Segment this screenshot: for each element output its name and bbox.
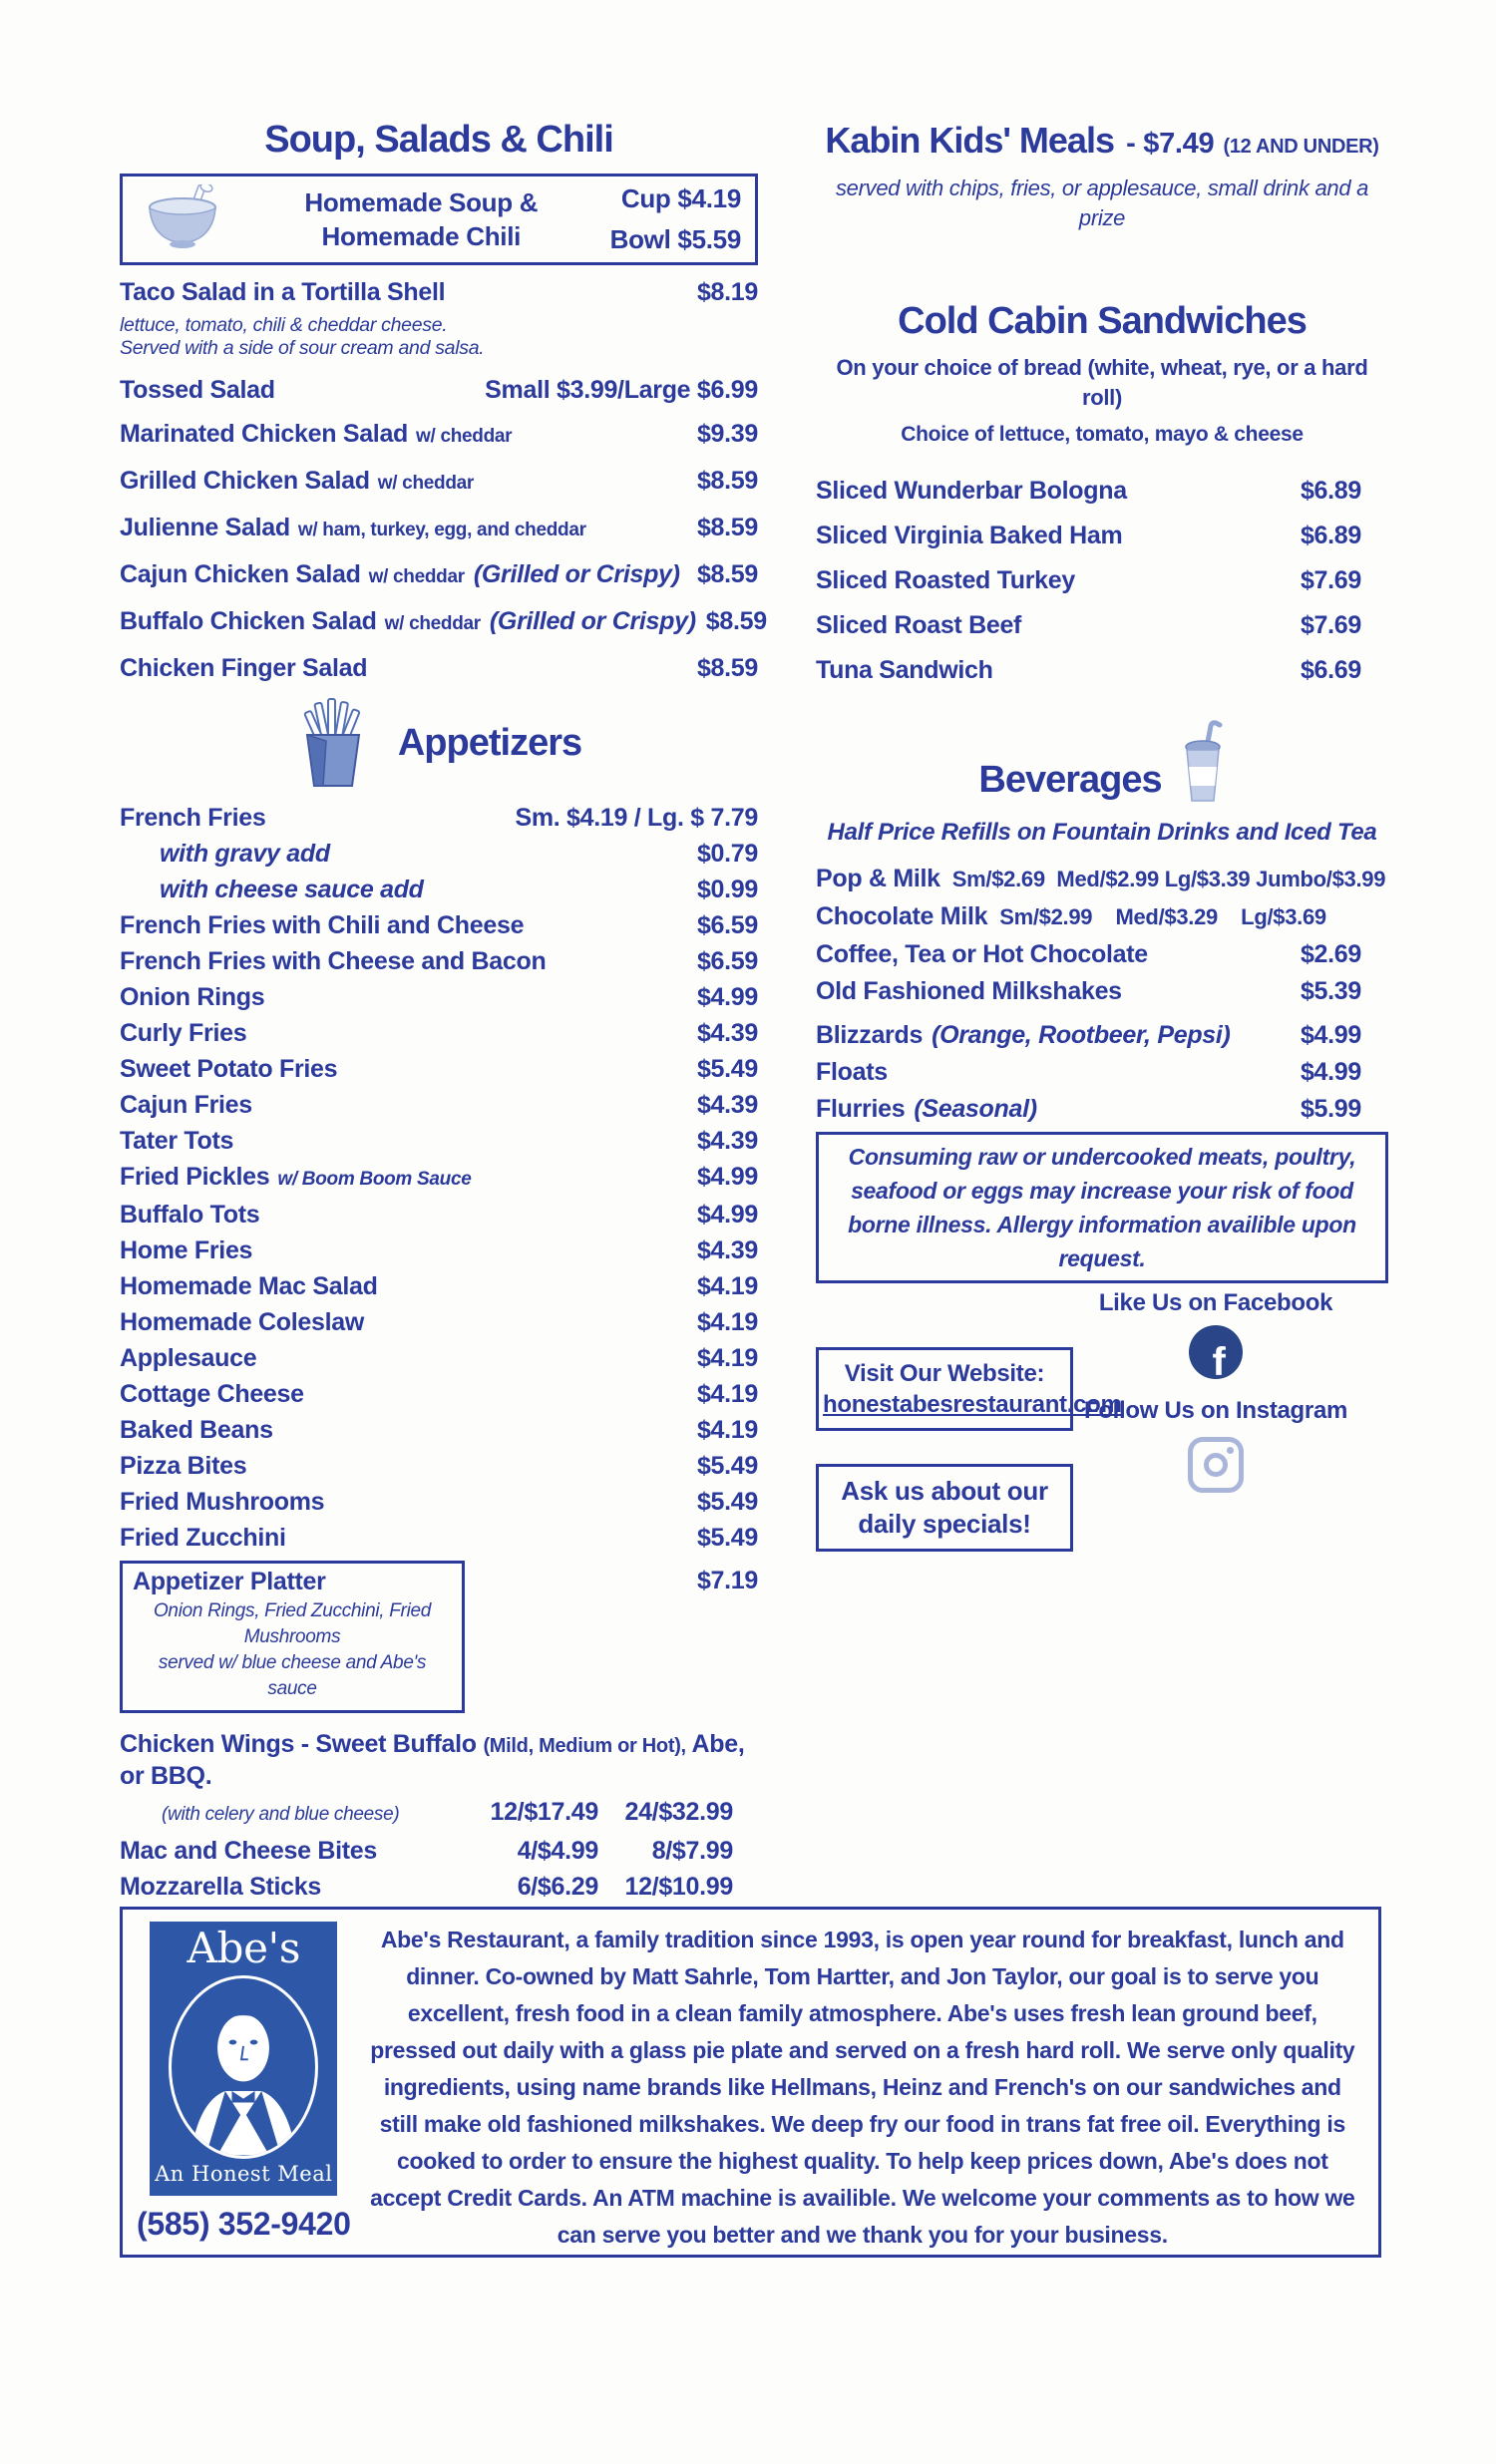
soup-line: Homemade Soup &	[304, 187, 539, 217]
item-name: Mac and Cheese Bites	[120, 1837, 377, 1865]
contact-social-area	[816, 1289, 1388, 1552]
menu-item-row	[816, 656, 1388, 684]
item-price: $4.39	[696, 1019, 758, 1047]
item-price: 24/$32.99	[624, 1798, 733, 1826]
item-name: Sweet Potato Fries	[120, 1055, 338, 1083]
item-name: Served with a side of sour cream and salsa.	[120, 337, 485, 359]
soup-box-text	[232, 185, 610, 253]
menu-item-row	[120, 313, 758, 338]
allergy-disclaimer-box: Consuming raw or undercooked meats, poultry, seafood or eggs may increase your risk of food borne illness. Allergy information availible upon request.	[816, 1132, 1388, 1283]
item-price: $6.59	[696, 947, 758, 975]
item-name: Coffee, Tea or Hot Chocolate	[816, 940, 1148, 968]
menu-item-row	[816, 477, 1388, 505]
menu-item-row	[120, 513, 758, 545]
item-name: Sliced Wunderbar Bologna	[816, 477, 1127, 505]
item-price: $5.39	[1300, 977, 1361, 1005]
menu-item-row	[120, 1453, 758, 1480]
item-name: Fried Mushrooms	[120, 1488, 325, 1516]
specials-line1: Ask us about our	[841, 1476, 1048, 1506]
item-note: (Orange, Rootbeer, Pepsi)	[932, 1021, 1231, 1049]
frozen-treats-rows	[816, 1020, 1388, 1124]
daily-specials-box	[816, 1464, 1073, 1552]
drink-cup-icon	[1180, 720, 1226, 804]
menu-item-row	[120, 1128, 758, 1155]
menu-item-row	[120, 1309, 758, 1336]
item-price: 12/$10.99	[624, 1873, 733, 1901]
item-price: $0.99	[696, 876, 758, 903]
fries-icon	[296, 697, 370, 789]
cup-price: Cup $4.19	[620, 183, 741, 213]
item-name: Onion Rings	[120, 983, 265, 1011]
menu-item-row	[816, 611, 1388, 639]
item-name: French Fries with Chili and Cheese	[120, 911, 525, 939]
item-name: Homemade Coleslaw	[120, 1308, 364, 1336]
item-name: Tossed Salad	[120, 376, 275, 404]
menu-item-row	[120, 1381, 758, 1408]
menu-item-row	[120, 466, 758, 499]
item-size-prices: Sm/$2.99 Med/$3.29 Lg/$3.69	[999, 904, 1326, 929]
item-name: Tuna Sandwich	[816, 656, 993, 684]
appetizers-list	[120, 805, 758, 1552]
item-note: (Grilled or Crispy)	[489, 607, 696, 635]
item-price: 6/$6.29	[517, 1873, 598, 1901]
item-name: Old Fashioned Milkshakes	[816, 977, 1122, 1005]
instagram-label: Follow Us on Instagram	[1083, 1397, 1348, 1424]
item-price: $7.69	[1300, 611, 1361, 639]
item-name: Homemade Mac Salad	[120, 1272, 378, 1300]
item-name: Flurries	[816, 1095, 906, 1123]
item-price: $4.39	[696, 1236, 758, 1264]
wings-options: (Mild, Medium or Hot),	[483, 1735, 686, 1757]
item-name: French Fries	[120, 804, 266, 832]
item-price: $4.39	[696, 1127, 758, 1155]
menu-item-row	[120, 336, 758, 361]
item-price: $8.59	[696, 514, 758, 541]
menu-item-row	[816, 864, 1388, 894]
item-price: $8.59	[705, 607, 767, 635]
item-name: lettuce, tomato, chili & cheddar cheese.	[120, 314, 448, 336]
menu-item-row	[120, 877, 758, 903]
menu-item-row	[120, 1417, 758, 1444]
lincoln-portrait-icon	[169, 1975, 318, 2159]
item-price: Small $3.99/Large $6.99	[485, 376, 758, 404]
menu-item-row	[120, 1092, 758, 1119]
item-name: Baked Beans	[120, 1416, 273, 1444]
item-price: $8.59	[696, 560, 758, 588]
logo-wordmark: Abe's	[187, 1924, 301, 1972]
item-price: $5.49	[696, 1524, 758, 1552]
item-name: Buffalo Tots	[120, 1201, 260, 1229]
item-name: Pizza Bites	[120, 1452, 247, 1480]
item-name: Mozzarella Sticks	[120, 1873, 321, 1901]
item-subtext: w/ cheddar	[384, 613, 481, 634]
platter-desc-line2: served w/ blue cheese and Abe's sauce	[158, 1652, 427, 1699]
menu-item-row	[120, 1164, 758, 1193]
menu-item-row	[120, 375, 758, 405]
appetizers-title: Appetizers	[397, 722, 582, 764]
refills-note: Half Price Refills on Fountain Drinks and Iced Tea	[827, 819, 1377, 846]
item-price: $4.19	[696, 1416, 758, 1444]
kids-meals-subtitle: served with chips, fries, or applesauce, small drink and a prize	[835, 176, 1369, 230]
about-footer	[120, 1907, 1381, 2258]
facebook-f-glyph: f	[1212, 1340, 1226, 1384]
item-price: $5.99	[1300, 1095, 1361, 1123]
instagram-dot	[1227, 1447, 1234, 1454]
item-name: Appetizer Platter	[133, 1568, 326, 1595]
menu-item-row	[816, 522, 1388, 549]
about-paragraph: Abe's Restaurant, a family tradition since 1993, is open year round for breakfast, lunch and dinner. Co-owned by Matt Sahrle, Tom Hartter, and Jon Taylor, our goal is to serve you excellent, fresh food in a clean family atmosphere. Abe's uses fresh lean ground beef, pressed out daily with a glass pie plate and served on a fresh hard roll. We serve only quality ingredients, using name brands like Hellmans, Heinz and French's on our sandwiches and still make old fashioned milkshakes. We deep fry our food in trans fat free oil. Everything is cooked to order to ensure the highest quality. To help keep prices down, Abe's does not accept Credit Cards. An ATM machine is availible. We welcome your comments as to how we can serve you better and we thank you for your business.	[370, 1927, 1355, 2248]
menu-item-row	[816, 976, 1388, 1006]
item-name: Chicken Finger Salad	[120, 654, 368, 682]
wings-subtext: (with celery and blue cheese)	[162, 1804, 400, 1825]
kids-meals-header	[816, 118, 1388, 172]
item-size-prices: Sm/$2.69 Med/$2.99 Lg/$3.39 Jumbo/$3.99	[951, 867, 1386, 891]
item-name: Cajun Chicken Salad	[120, 560, 361, 588]
social-links	[1073, 1289, 1388, 1552]
homemade-soup-chili-box	[120, 174, 758, 265]
item-note: (Seasonal)	[914, 1095, 1037, 1123]
menu-item-row	[816, 939, 1388, 969]
item-price: $6.89	[1300, 522, 1361, 549]
item-price: $8.59	[696, 654, 758, 682]
salads-list	[120, 277, 767, 683]
item-name: Cottage Cheese	[120, 1380, 304, 1408]
item-name: Sliced Roasted Turkey	[816, 566, 1075, 594]
info-boxes	[816, 1289, 1122, 1552]
item-price: 12/$17.49	[490, 1798, 598, 1826]
menu-item-row	[120, 419, 758, 452]
menu-item-row	[816, 901, 1388, 932]
website-link[interactable]: honestabesrestaurant.com	[823, 1391, 1122, 1418]
item-name: with gravy add	[160, 840, 330, 868]
instagram-lens	[1204, 1453, 1228, 1477]
menu-item-row	[120, 1202, 758, 1229]
platter-desc-line1: Onion Rings, Fried Zucchini, Fried Mushrooms	[153, 1600, 432, 1647]
item-price: $6.59	[696, 911, 758, 939]
item-name: Sliced Roast Beef	[816, 611, 1022, 639]
soup-box-prices	[610, 183, 741, 255]
menu-item-row	[120, 1836, 758, 1866]
wings-name: Chicken Wings - Sweet Buffalo	[120, 1730, 477, 1758]
item-price: Sm. $4.19 / Lg. $ 7.79	[515, 804, 758, 832]
cold-sandwiches-title: Cold Cabin Sandwiches	[898, 300, 1307, 342]
item-price: $0.79	[696, 840, 758, 868]
item-subtext: w/ cheddar	[377, 473, 474, 494]
appetizers-header	[120, 697, 758, 789]
cold-sandwiches-bread-note: On your choice of bread (white, wheat, rye, or a hard roll)	[836, 355, 1368, 410]
item-name: Marinated Chicken Salad	[120, 420, 409, 448]
item-price: $4.19	[696, 1308, 758, 1336]
menu-item-row	[120, 1237, 758, 1264]
item-price: $4.19	[696, 1344, 758, 1372]
item-name: Grilled Chicken Salad	[120, 467, 370, 495]
instagram-icon[interactable]	[1188, 1437, 1244, 1493]
kids-meals-title: Kabin Kids' Meals	[825, 120, 1114, 161]
specials-line2: daily specials!	[858, 1509, 1031, 1539]
item-price: $4.99	[696, 1163, 758, 1191]
wings-sauces: Abe, or BBQ.	[120, 1730, 745, 1790]
facebook-icon[interactable]	[1189, 1325, 1243, 1384]
item-price: 4/$4.99	[517, 1837, 598, 1865]
item-name: Julienne Salad	[120, 514, 290, 541]
item-name: Curly Fries	[120, 1019, 247, 1047]
item-price: $6.89	[1300, 477, 1361, 505]
item-name: Sliced Virginia Baked Ham	[816, 522, 1123, 549]
wings-price-row	[120, 1797, 758, 1830]
menu-item-row	[120, 841, 758, 868]
menu-item-row	[120, 1056, 758, 1083]
menu-item-row	[120, 1525, 758, 1552]
logo-tagline: An Honest Meal	[155, 2162, 333, 2186]
menu-item-row	[120, 1345, 758, 1372]
menu-item-row	[816, 1057, 1388, 1087]
menu-item-row	[120, 606, 767, 639]
menu-item-row	[120, 984, 758, 1011]
cold-sandwiches-toppings-note: Choice of lettuce, tomato, mayo & cheese	[901, 423, 1304, 446]
website-label: Visit Our Website:	[844, 1360, 1045, 1387]
beverage-price-rows	[816, 864, 1388, 1006]
phone-number: (585) 352-9420	[137, 2206, 351, 2242]
item-name: Fried Pickles	[120, 1163, 270, 1191]
item-name: Fried Zucchini	[120, 1524, 286, 1552]
menu-item-row	[816, 1020, 1388, 1050]
item-price: $6.69	[1300, 656, 1361, 684]
left-column	[120, 118, 767, 1902]
chili-line: Homemade Chili	[321, 221, 522, 251]
menu-item-row	[816, 566, 1388, 594]
item-note: (Grilled or Crispy)	[473, 560, 680, 588]
bowl-price: Bowl $5.59	[609, 224, 741, 254]
menu-item-row	[120, 653, 758, 683]
item-price: $7.19	[696, 1567, 758, 1594]
item-price: $2.69	[1300, 940, 1361, 968]
item-price: 8/$7.99	[651, 1837, 733, 1865]
wings-title	[120, 1729, 758, 1791]
item-price: $5.49	[696, 1452, 758, 1480]
item-price: $4.19	[696, 1380, 758, 1408]
menu-item-row	[120, 559, 758, 592]
menu-item-row	[120, 948, 758, 975]
soup-section-title: Soup, Salads & Chili	[264, 119, 613, 161]
item-subtext: w/ cheddar	[368, 566, 465, 587]
item-price: $8.19	[696, 278, 758, 306]
website-box	[816, 1347, 1122, 1431]
menu-item-row	[120, 805, 758, 832]
item-price: $8.59	[696, 467, 758, 495]
wings-extra-items	[120, 1836, 758, 1902]
item-name: Cajun Fries	[120, 1091, 252, 1119]
item-price: $5.49	[696, 1055, 758, 1083]
kids-meals-age-note: (12 AND UNDER)	[1223, 136, 1379, 158]
facebook-label: Like Us on Facebook	[1098, 1289, 1333, 1316]
appetizer-platter-row	[120, 1561, 758, 1713]
item-name: Home Fries	[120, 1236, 253, 1264]
beverages-title: Beverages	[978, 759, 1162, 801]
abes-logo	[150, 1922, 337, 2196]
menu-item-row	[120, 1020, 758, 1047]
item-price: $4.19	[696, 1272, 758, 1300]
item-name: Blizzards	[816, 1021, 924, 1049]
item-subtext: w/ Boom Boom Sauce	[277, 1169, 472, 1190]
item-price: $9.39	[696, 420, 758, 448]
menu-item-row	[816, 1094, 1388, 1124]
item-name: Applesauce	[120, 1344, 257, 1372]
item-price: $7.69	[1300, 566, 1361, 594]
item-name: Tater Tots	[120, 1127, 234, 1155]
item-subtext: w/ cheddar	[416, 426, 513, 447]
item-price: $4.99	[696, 983, 758, 1011]
item-name: Floats	[816, 1058, 888, 1086]
kids-meals-price: - $7.49	[1126, 128, 1215, 160]
menu-item-row	[120, 1273, 758, 1300]
cold-sandwiches-list	[816, 477, 1388, 684]
right-column	[816, 118, 1388, 1552]
item-name: Buffalo Chicken Salad	[120, 607, 377, 635]
item-price: $4.99	[696, 1201, 758, 1229]
item-price: $4.99	[1300, 1058, 1361, 1086]
chicken-wings-section	[120, 1729, 758, 1902]
menu-item-row	[120, 912, 758, 939]
menu-item-row	[120, 1489, 758, 1516]
soup-bowl-icon	[137, 184, 232, 255]
item-price: $4.39	[696, 1091, 758, 1119]
item-name: with cheese sauce add	[160, 876, 424, 903]
item-price: $5.49	[696, 1488, 758, 1516]
menu-item-row	[120, 277, 758, 307]
logo-column	[137, 1922, 351, 2243]
item-subtext: w/ ham, turkey, egg, and cheddar	[297, 520, 586, 540]
item-price: $4.99	[1300, 1021, 1361, 1049]
item-name: Pop & Milk	[816, 865, 940, 892]
beverages-header	[816, 718, 1388, 802]
appetizer-platter-box	[120, 1561, 465, 1713]
item-name: Chocolate Milk	[816, 902, 988, 930]
item-name: Taco Salad in a Tortilla Shell	[120, 278, 446, 306]
item-name: French Fries with Cheese and Bacon	[120, 947, 547, 975]
menu-item-row	[120, 1872, 758, 1902]
